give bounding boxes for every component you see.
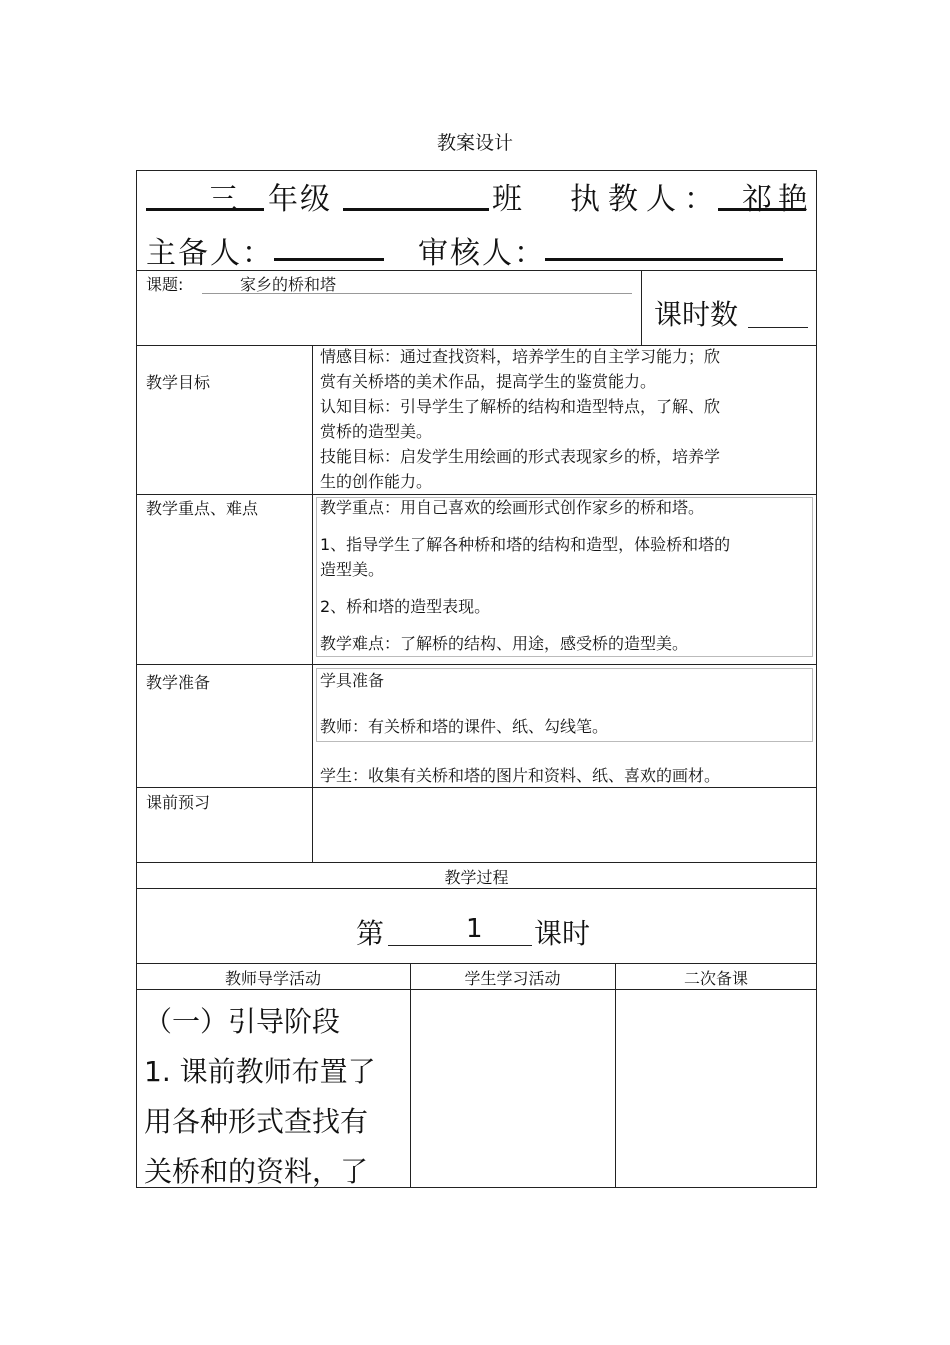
class-underline (343, 208, 489, 211)
column-divider (641, 270, 642, 345)
key-point-item: 1、指导学生了解各种桥和塔的结构和造型，体验桥和塔的 (320, 535, 731, 554)
teacher-activity-content (144, 997, 376, 1197)
lesson-underline (388, 945, 532, 946)
key-point-main: 教学重点：用自己喜欢的绘画形式创作家乡的桥和塔。 (320, 498, 705, 517)
col-second-prep: 二次备课 (683, 969, 748, 988)
row-divider (136, 989, 817, 990)
column-divider (410, 963, 411, 1188)
row-divider (136, 664, 817, 665)
reviewer-label: 审核人： (418, 236, 546, 271)
key-points-label: 教学重点、难点 (146, 499, 259, 518)
preparer-label: 主备人： (146, 236, 274, 271)
objectives-label: 教学目标 (146, 373, 211, 392)
grade-value: 三 (208, 182, 240, 217)
lesson-suffix: 课时 (534, 917, 591, 950)
preparation-student: 学生：收集有关桥和塔的图片和资料、纸、喜欢的画材。 (320, 766, 721, 785)
objectives-line: 情感目标：通过查找资料，培养学生的自主学习能力；欣 (320, 347, 721, 366)
preparation-teacher: 教师：有关桥和塔的课件、纸、勾线笔。 (320, 717, 609, 736)
document-title: 教案设计 (436, 132, 513, 154)
reviewer-underline (545, 258, 783, 261)
objectives-line: 认知目标：引导学生了解桥的结构和造型特点，了解、欣 (320, 397, 721, 416)
grade-label: 年级 (268, 182, 332, 217)
col-teacher-activity: 教师导学活动 (224, 969, 321, 988)
process-label: 教学过程 (444, 868, 509, 887)
preparer-underline (274, 258, 384, 261)
objectives-content (320, 344, 800, 494)
preparation-heading: 学具准备 (320, 671, 385, 690)
objectives-line: 技能目标：启发学生用绘画的形式表现家乡的桥，培养学 (320, 447, 721, 466)
hours-label: 课时数 (654, 298, 739, 331)
objectives-line: 赏有关桥塔的美术作品，提高学生的鉴赏能力。 (320, 372, 657, 391)
grade-underline (146, 208, 264, 211)
row-divider (136, 888, 817, 889)
class-label: 班 (492, 182, 524, 217)
lesson-prefix: 第 (356, 917, 385, 950)
preparation-label: 教学准备 (146, 673, 211, 692)
column-divider (615, 963, 616, 1188)
topic-value: 家乡的桥和塔 (240, 275, 337, 294)
objectives-line: 生的创作能力。 (320, 472, 433, 491)
teacher-activity-line: 关桥和的资料，了 (144, 1155, 369, 1188)
row-divider (136, 862, 817, 863)
hours-underline (748, 327, 808, 328)
teacher-activity-line: 用各种形式查找有 (144, 1105, 369, 1138)
objectives-line: 赏桥的造型美。 (320, 422, 433, 441)
key-point-item: 造型美。 (320, 560, 385, 579)
teacher-activity-line: （一）引导阶段 (144, 1005, 341, 1038)
column-divider (312, 345, 313, 862)
key-point-item: 2、桥和塔的造型表现。 (320, 597, 491, 616)
teacher-activity-line: 1. 课前教师布置了 (144, 1055, 376, 1088)
lesson-number: 1 (466, 914, 483, 944)
teacher-label: 执教人： (570, 182, 722, 217)
topic-label: 课题: (146, 275, 184, 294)
preview-label: 课前预习 (146, 793, 211, 812)
topic-underline (202, 293, 632, 294)
difficult-point: 教学难点：了解桥的结构、用途，感受桥的造型美。 (320, 634, 689, 653)
col-student-activity: 学生学习活动 (464, 969, 561, 988)
row-divider (136, 963, 817, 964)
teacher-name: 祁艳 (742, 182, 814, 217)
